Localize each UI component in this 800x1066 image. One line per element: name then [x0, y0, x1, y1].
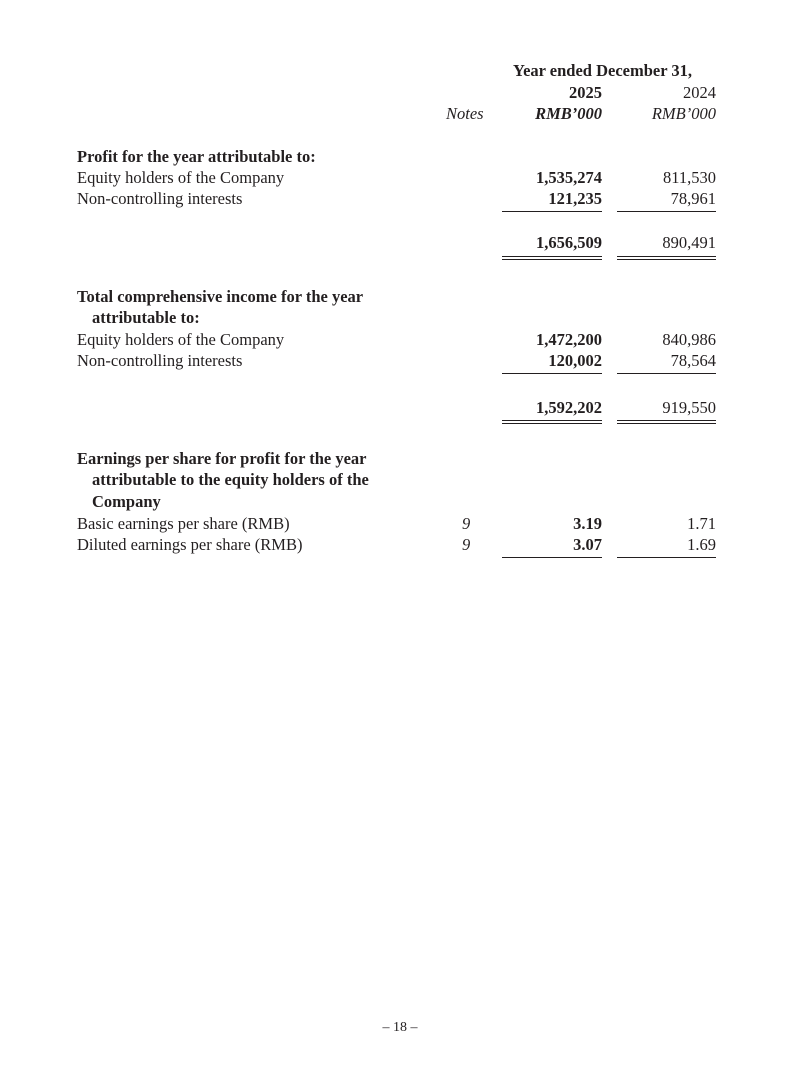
profit-row-label: Non-controlling interests — [77, 189, 243, 208]
comprehensive-row-label: Non-controlling interests — [77, 351, 243, 370]
comprehensive-row-current: 120,002 — [548, 351, 602, 370]
eps-row-prior: 1.69 — [687, 535, 716, 554]
comprehensive-row-label: Equity holders of the Company — [77, 330, 285, 349]
profit-row-label: Equity holders of the Company — [77, 168, 285, 187]
period-heading: Year ended December 31, — [513, 61, 693, 80]
eps-row-current: 3.07 — [573, 535, 602, 554]
page-number: – 18 – — [382, 1020, 418, 1035]
subtotal-rule — [617, 373, 716, 374]
eps-bottom-rule — [617, 557, 716, 558]
eps-row-label: Diluted earnings per share (RMB) — [77, 535, 303, 554]
total-double-rule — [617, 420, 716, 424]
total-double-rule — [617, 256, 716, 260]
comprehensive-row-prior: 840,986 — [662, 330, 716, 349]
total-double-rule — [502, 256, 602, 260]
notes-column-heading: Notes — [446, 104, 484, 123]
profit-section-heading: Profit for the year attributable to: — [77, 147, 316, 166]
total-double-rule — [502, 420, 602, 424]
profit-total-current: 1,656,509 — [536, 233, 602, 252]
subtotal-rule — [617, 211, 716, 212]
eps-row-current: 3.19 — [573, 514, 602, 533]
year-prior: 2024 — [683, 83, 716, 102]
comprehensive-total-prior: 919,550 — [662, 398, 716, 417]
eps-section-heading-cont: Company — [92, 492, 161, 511]
comprehensive-row-prior: 78,564 — [670, 351, 716, 370]
profit-row-current: 121,235 — [548, 189, 602, 208]
comprehensive-section-heading-cont: attributable to: — [92, 308, 200, 327]
profit-row-prior: 78,961 — [670, 189, 716, 208]
subtotal-rule — [502, 373, 602, 374]
comprehensive-total-current: 1,592,202 — [536, 398, 602, 417]
eps-row-note: 9 — [462, 535, 471, 554]
eps-bottom-rule — [502, 557, 602, 558]
comprehensive-section-heading: Total comprehensive income for the year — [77, 287, 364, 306]
eps-row-prior: 1.71 — [687, 514, 716, 533]
unit-prior: RMB’000 — [651, 104, 716, 123]
eps-section-heading-cont: attributable to the equity holders of the — [92, 470, 369, 489]
eps-section-heading: Earnings per share for profit for the year — [77, 449, 367, 468]
unit-current: RMB’000 — [535, 104, 602, 123]
eps-row-label: Basic earnings per share (RMB) — [77, 514, 290, 533]
profit-row-prior: 811,530 — [662, 168, 716, 187]
profit-row-current: 1,535,274 — [536, 168, 602, 187]
subtotal-rule — [502, 211, 602, 212]
profit-total-prior: 890,491 — [662, 233, 716, 252]
eps-row-note: 9 — [462, 514, 471, 533]
comprehensive-row-current: 1,472,200 — [536, 330, 602, 349]
year-current: 2025 — [569, 83, 602, 102]
